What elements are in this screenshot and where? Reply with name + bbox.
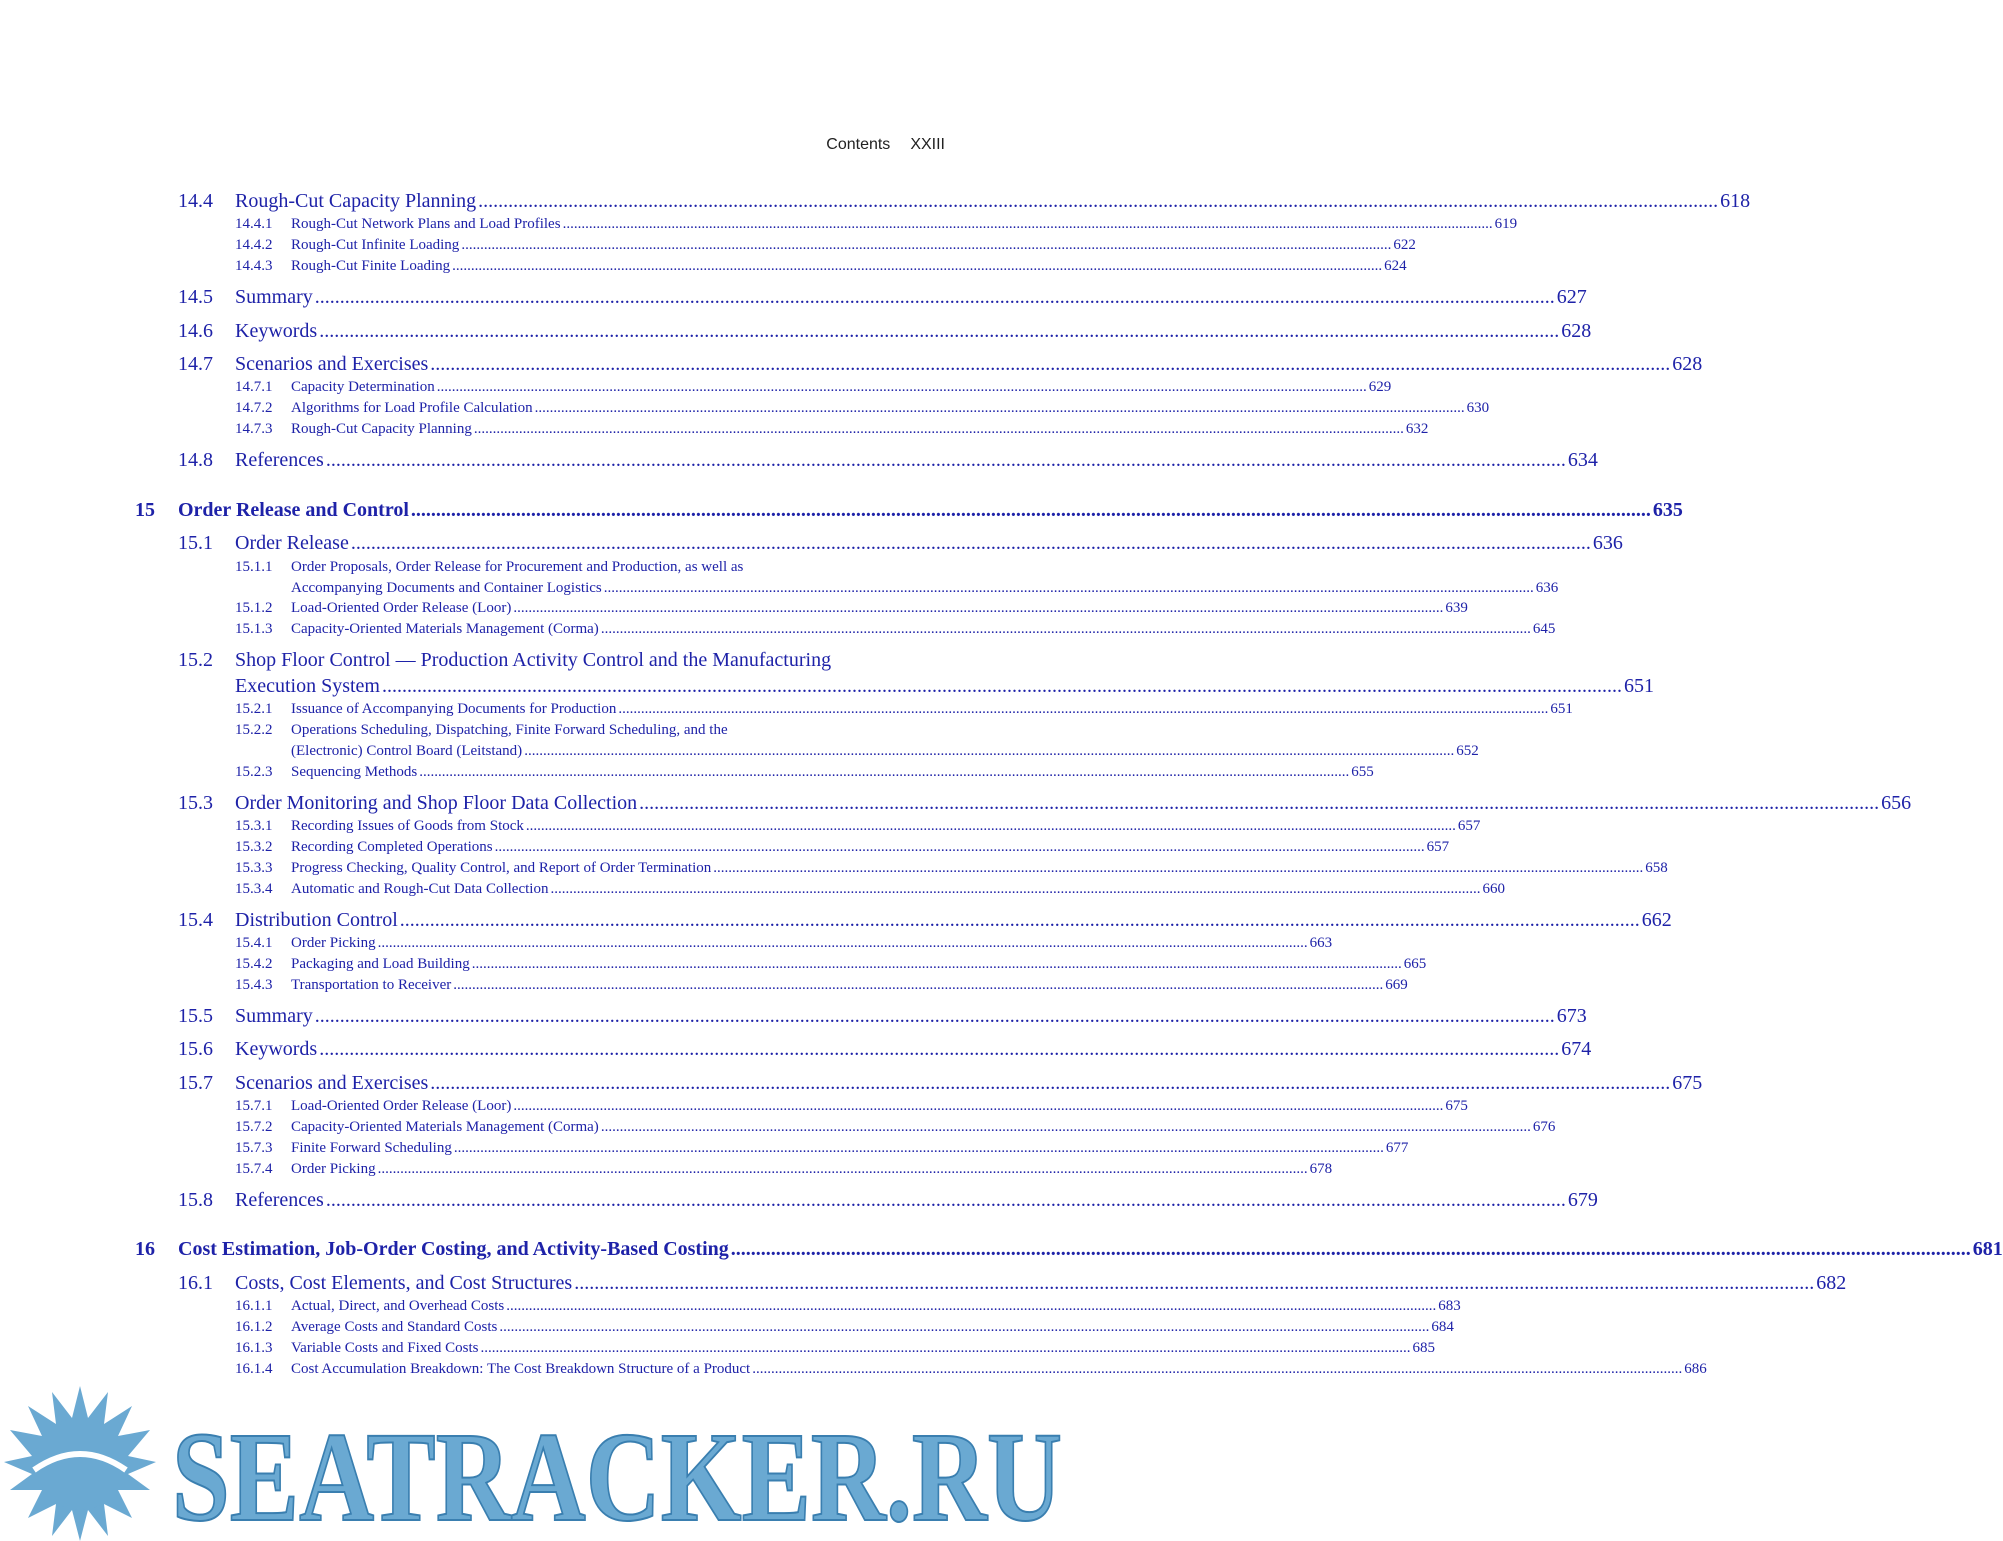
- toc-entry[interactable]: [291, 1319, 1454, 1336]
- toc-entry[interactable]: [291, 977, 1408, 994]
- toc-entry-number: 15.1: [178, 532, 213, 554]
- toc-entry-number: 16.1.4: [235, 1361, 273, 1377]
- toc-entry-number: 15.7.4: [235, 1161, 273, 1177]
- toc-entry-title[interactable]: Average Costs and Standard Costs: [291, 1319, 498, 1335]
- toc-entry-number: 15.7.3: [235, 1140, 273, 1156]
- toc-entry-number: 15.2.3: [235, 764, 273, 780]
- toc-entry[interactable]: [235, 190, 1751, 213]
- toc-entry-title[interactable]: Keywords: [235, 1038, 318, 1060]
- dot-leader: [452, 258, 1382, 275]
- toc-entry-page[interactable]: 675: [1672, 1072, 1703, 1094]
- sun-logo-icon: [4, 1386, 156, 1541]
- toc-entry-page[interactable]: 651: [1550, 701, 1573, 717]
- toc-entry-page[interactable]: 629: [1368, 379, 1392, 395]
- toc-entry-number: 15.8: [178, 1189, 213, 1211]
- toc-entry-page[interactable]: 651: [1623, 675, 1654, 697]
- toc-entry-page[interactable]: 627: [1556, 286, 1587, 308]
- toc-entry-title[interactable]: Recording Issues of Goods from Stock: [291, 818, 524, 834]
- toc-entry-title[interactable]: Issuance of Accompanying Documents for Production: [291, 701, 617, 717]
- dot-leader: [618, 701, 1548, 718]
- toc-entry-page[interactable]: 622: [1393, 237, 1416, 253]
- toc-entry-page[interactable]: 677: [1385, 1140, 1409, 1156]
- dot-leader: [731, 1238, 1971, 1261]
- running-header: [826, 136, 945, 154]
- toc-entry-number: 15.2.1: [235, 701, 273, 717]
- toc-entry[interactable]: [235, 286, 1587, 309]
- toc-entry-title[interactable]: Recording Completed Operations: [291, 839, 493, 855]
- toc-entry-number: 15.4.1: [235, 935, 273, 951]
- dot-leader: [481, 1340, 1411, 1357]
- toc-entry-title[interactable]: (Electronic) Control Board (Leitstand): [291, 743, 523, 759]
- toc-entry-title[interactable]: Automatic and Rough-Cut Data Collection: [291, 881, 549, 897]
- toc-entry[interactable]: [291, 237, 1416, 254]
- dot-leader: [550, 881, 1480, 898]
- toc-entry-title[interactable]: Order Picking: [291, 935, 376, 951]
- toc-entry-number: 14.4: [178, 190, 213, 212]
- toc-entry[interactable]: [291, 935, 1333, 952]
- toc-entry-number: 15.3: [178, 792, 213, 814]
- dot-leader: [713, 860, 1643, 877]
- toc-entry-page[interactable]: 686: [1684, 1361, 1707, 1377]
- watermark: [0, 1378, 1080, 1541]
- toc-entry-page[interactable]: 657: [1457, 818, 1481, 834]
- toc-entry-title[interactable]: Transportation to Receiver: [291, 977, 452, 993]
- toc-entry-number: 15.4: [178, 909, 213, 931]
- toc-entry-title[interactable]: References: [235, 449, 324, 471]
- toc-entry-title[interactable]: References: [235, 1189, 324, 1211]
- dot-leader: [526, 818, 1456, 835]
- toc-entry-number: 15.1.3: [235, 621, 273, 637]
- dot-leader: [326, 449, 1566, 472]
- toc-entry-page[interactable]: 676: [1532, 1119, 1556, 1135]
- toc-entry[interactable]: [235, 320, 1592, 343]
- toc-entry-title[interactable]: Sequencing Methods: [291, 764, 418, 780]
- toc-entry-title[interactable]: Order Release and Control: [178, 499, 409, 521]
- toc-entry-title[interactable]: Costs, Cost Elements, and Cost Structures: [235, 1272, 573, 1294]
- toc-entry[interactable]: [291, 216, 1518, 233]
- toc-entry-title[interactable]: Load-Oriented Order Release (Loor): [291, 1098, 512, 1114]
- toc-entry-page[interactable]: 639: [1445, 600, 1468, 616]
- toc-entry-page[interactable]: 660: [1482, 881, 1505, 897]
- toc-entry-number: 15.3.2: [235, 839, 273, 855]
- toc-entry-title[interactable]: Progress Checking, Quality Control, and Report of Order Termination: [291, 860, 712, 876]
- dot-leader: [319, 320, 1559, 343]
- toc-entry-title[interactable]: Keywords: [235, 320, 318, 342]
- toc-entry[interactable]: [291, 1298, 1461, 1315]
- dot-leader: [574, 1272, 1814, 1295]
- toc-entry-number: 16.1.2: [235, 1319, 273, 1335]
- toc-entry-title[interactable]: Rough-Cut Network Plans and Load Profiles: [291, 216, 561, 232]
- toc-entry-number: 14.7.2: [235, 400, 273, 416]
- toc-entry-number: 15.1.2: [235, 600, 273, 616]
- toc-entry-page[interactable]: 658: [1645, 860, 1668, 876]
- toc-entry-page[interactable]: 685: [1412, 1340, 1435, 1356]
- toc-entry-title[interactable]: Order Picking: [291, 1161, 376, 1177]
- toc-entry-page[interactable]: 630: [1466, 400, 1490, 416]
- toc-entry[interactable]: [291, 743, 1479, 760]
- dot-leader: [474, 421, 1404, 438]
- toc-entry-number: 15.6: [178, 1038, 213, 1060]
- toc-entry-title[interactable]: Capacity-Oriented Materials Management (Corma): [291, 1119, 599, 1135]
- toc-entry[interactable]: [291, 621, 1556, 638]
- toc-entry-page[interactable]: 624: [1384, 258, 1407, 274]
- toc-entry-number: 14.4.2: [235, 237, 273, 253]
- toc-entry-number: 15.5: [178, 1005, 213, 1027]
- page-number: XXIII: [910, 136, 945, 153]
- toc-entry-page[interactable]: 657: [1426, 839, 1450, 855]
- toc-entry[interactable]: [291, 400, 1490, 417]
- toc-entry[interactable]: [235, 449, 1598, 472]
- toc-entry-title[interactable]: Summary: [235, 1005, 313, 1027]
- toc-entry-page[interactable]: 682: [1816, 1272, 1847, 1294]
- toc-entry-title[interactable]: Finite Forward Scheduling: [291, 1140, 452, 1156]
- toc-entry[interactable]: [291, 860, 1668, 877]
- toc-entry-title[interactable]: Capacity-Oriented Materials Management (Corma): [291, 621, 599, 637]
- toc-entry[interactable]: [291, 421, 1429, 438]
- toc-entry-number: 15.3.1: [235, 818, 273, 834]
- toc-entry-title[interactable]: Cost Accumulation Breakdown: The Cost Breakdown Structure of a Product: [291, 1361, 751, 1377]
- toc-entry-number: 14.4.3: [235, 258, 273, 274]
- dot-leader: [513, 600, 1443, 617]
- toc-entry-page[interactable]: 652: [1456, 743, 1479, 759]
- dot-leader: [563, 216, 1493, 233]
- toc-entry-page[interactable]: 628: [1561, 320, 1592, 342]
- toc-entry-page[interactable]: 663: [1309, 935, 1333, 951]
- toc-entry[interactable]: [235, 1038, 1592, 1061]
- toc-entry-number: 14.7.3: [235, 421, 273, 437]
- toc-entry-title[interactable]: Load-Oriented Order Release (Loor): [291, 600, 512, 616]
- dot-leader: [535, 400, 1465, 417]
- dot-leader: [378, 1161, 1308, 1178]
- toc-entry-number: 15.7: [178, 1072, 213, 1094]
- dot-leader: [453, 977, 1383, 994]
- toc-entry[interactable]: [291, 1161, 1333, 1178]
- toc-entry-title[interactable]: Scenarios and Exercises: [235, 1072, 429, 1094]
- toc-entry-page[interactable]: 684: [1431, 1319, 1454, 1335]
- dot-leader: [430, 1072, 1670, 1095]
- toc-entry-number: 15.1.1: [235, 559, 273, 575]
- toc-entry-page[interactable]: 674: [1561, 1038, 1592, 1060]
- dot-leader: [499, 1319, 1429, 1336]
- toc-entry-number: 15.3.3: [235, 860, 273, 876]
- dot-leader: [319, 1038, 1559, 1061]
- toc-entry-title[interactable]: Algorithms for Load Profile Calculation: [291, 400, 533, 416]
- toc-entry[interactable]: [235, 1072, 1703, 1095]
- toc-entry[interactable]: [291, 701, 1573, 718]
- dot-leader: [437, 379, 1367, 396]
- toc-entry-title[interactable]: Shop Floor Control — Production Activity Control and the Manufacturing: [235, 649, 832, 671]
- toc-entry-page[interactable]: 665: [1403, 956, 1427, 972]
- toc-entry-page[interactable]: 662: [1641, 909, 1672, 931]
- toc-entry-number: 15.3.4: [235, 881, 273, 897]
- toc-entry-title[interactable]: Rough-Cut Infinite Loading: [291, 237, 460, 253]
- toc-entry[interactable]: [291, 379, 1392, 396]
- toc-entry-page[interactable]: 635: [1652, 499, 1683, 521]
- toc-entry-page[interactable]: 618: [1720, 190, 1751, 212]
- toc-entry-page[interactable]: 655: [1351, 764, 1374, 780]
- toc-entry-number: 15.4.2: [235, 956, 273, 972]
- toc-entry-number: 14.6: [178, 320, 213, 342]
- toc-entry-number: 14.4.1: [235, 216, 273, 232]
- toc-entry[interactable]: [235, 353, 1703, 376]
- running-header-label: Contents: [826, 136, 891, 153]
- toc-entry-page[interactable]: 679: [1567, 1189, 1598, 1211]
- dot-leader: [411, 499, 1651, 522]
- toc-entry-title[interactable]: Rough-Cut Finite Loading: [291, 258, 451, 274]
- toc-entry[interactable]: [235, 792, 1912, 815]
- toc-entry-title[interactable]: Rough-Cut Capacity Planning: [291, 421, 472, 437]
- toc-entry[interactable]: [178, 1238, 2003, 1261]
- dot-leader: [454, 1140, 1384, 1157]
- toc-entry-number: 15: [135, 499, 155, 521]
- toc-entry-page[interactable]: 619: [1494, 216, 1518, 232]
- toc-entry[interactable]: [235, 1272, 1847, 1295]
- toc-entry-page[interactable]: 645: [1532, 621, 1556, 637]
- dot-leader: [604, 580, 1534, 597]
- toc-entry[interactable]: [291, 1340, 1435, 1357]
- toc-entry-number: 14.7: [178, 353, 213, 375]
- dot-leader: [430, 353, 1670, 376]
- toc-entry[interactable]: [291, 1119, 1556, 1136]
- dot-leader: [495, 839, 1425, 856]
- toc-entry-number: 16.1.1: [235, 1298, 273, 1314]
- toc-entry-title[interactable]: Summary: [235, 286, 313, 308]
- toc-entry-page[interactable]: 628: [1672, 353, 1703, 375]
- toc-entry-title[interactable]: Execution System: [235, 675, 380, 697]
- dot-leader: [601, 621, 1531, 638]
- toc-entry[interactable]: [178, 499, 1683, 522]
- toc-entry-title[interactable]: Capacity Determination: [291, 379, 435, 395]
- dot-leader: [419, 764, 1349, 781]
- dot-leader: [513, 1098, 1443, 1115]
- dot-leader: [524, 743, 1454, 760]
- toc-entry-title[interactable]: Cost Estimation, Job-Order Costing, and Activity-Based Costing: [178, 1238, 729, 1260]
- watermark-text: SEATRACKER.RU: [172, 1406, 1062, 1541]
- dot-leader: [752, 1361, 1682, 1378]
- toc-entry-title[interactable]: Scenarios and Exercises: [235, 353, 429, 375]
- toc-entry-number: 14.8: [178, 449, 213, 471]
- toc-entry[interactable]: [291, 580, 1559, 597]
- dot-leader: [461, 237, 1391, 254]
- toc-entry[interactable]: [291, 1140, 1409, 1157]
- toc-entry[interactable]: [291, 956, 1427, 973]
- toc-entry-title[interactable]: Packaging and Load Building: [291, 956, 470, 972]
- toc-entry[interactable]: [291, 881, 1505, 898]
- toc-entry-page[interactable]: 681: [1972, 1238, 2003, 1260]
- dot-leader: [478, 190, 1718, 213]
- toc-entry[interactable]: [291, 258, 1407, 275]
- toc-entry-page[interactable]: 636: [1592, 532, 1623, 554]
- toc-entry-number: 14.5: [178, 286, 213, 308]
- toc-entry-number: 16.1: [178, 1272, 213, 1294]
- toc-entry-page[interactable]: 636: [1535, 580, 1559, 596]
- toc-entry-number: 15.7.1: [235, 1098, 273, 1114]
- dot-leader: [400, 909, 1640, 932]
- toc-entry[interactable]: [291, 839, 1450, 856]
- toc-entry-title[interactable]: Operations Scheduling, Dispatching, Finite Forward Scheduling, and the: [291, 722, 728, 738]
- dot-leader: [601, 1119, 1531, 1136]
- toc-entry[interactable]: [235, 675, 1654, 698]
- toc-entry[interactable]: [235, 1189, 1598, 1212]
- dot-leader: [351, 532, 1591, 555]
- toc-entry-title[interactable]: Accompanying Documents and Container Logistics: [291, 580, 602, 596]
- toc-entry-number: 15.2: [178, 649, 213, 671]
- dot-leader: [639, 792, 1879, 815]
- toc-entry-page[interactable]: 678: [1309, 1161, 1333, 1177]
- toc-entry-number: 15.4.3: [235, 977, 273, 993]
- toc-entry-page[interactable]: 634: [1567, 449, 1598, 471]
- toc-entry-page[interactable]: 673: [1556, 1005, 1587, 1027]
- toc-entry[interactable]: [291, 764, 1374, 781]
- dot-leader: [326, 1189, 1566, 1212]
- toc-entry-page[interactable]: 683: [1438, 1298, 1461, 1314]
- dot-leader: [472, 956, 1402, 973]
- toc-entry-page[interactable]: 675: [1445, 1098, 1468, 1114]
- toc-entry-number: 14.7.1: [235, 379, 273, 395]
- toc-entry[interactable]: [291, 818, 1481, 835]
- dot-leader: [315, 286, 1555, 309]
- toc-entry-title[interactable]: Order Proposals, Order Release for Procurement and Production, as well as: [291, 559, 744, 575]
- toc-entry-number: 15.2.2: [235, 722, 273, 738]
- toc-entry[interactable]: [235, 532, 1623, 555]
- toc-entry[interactable]: [291, 1098, 1468, 1115]
- toc-entry[interactable]: [291, 600, 1468, 617]
- toc-entry-title[interactable]: Rough-Cut Capacity Planning: [235, 190, 477, 212]
- toc-entry[interactable]: [235, 909, 1672, 932]
- toc-entry-page[interactable]: 656: [1881, 792, 1912, 814]
- dot-leader: [315, 1005, 1555, 1028]
- toc-entry-page[interactable]: 632: [1405, 421, 1429, 437]
- toc-entry-title[interactable]: Distribution Control: [235, 909, 398, 931]
- toc-entry-number: 16: [135, 1238, 155, 1260]
- dot-leader: [378, 935, 1308, 952]
- toc-entry[interactable]: [291, 1361, 1707, 1378]
- toc-entry-title[interactable]: Variable Costs and Fixed Costs: [291, 1340, 479, 1356]
- toc-entry-number: 15.7.2: [235, 1119, 273, 1135]
- dot-leader: [506, 1298, 1436, 1315]
- toc-entry-title[interactable]: Actual, Direct, and Overhead Costs: [291, 1298, 505, 1314]
- dot-leader: [382, 675, 1622, 698]
- toc-entry-title[interactable]: Order Release: [235, 532, 349, 554]
- toc-entry-number: 16.1.3: [235, 1340, 273, 1356]
- toc-entry-page[interactable]: 669: [1385, 977, 1408, 993]
- toc-entry-title[interactable]: Order Monitoring and Shop Floor Data Collection: [235, 792, 638, 814]
- toc-entry[interactable]: [235, 1005, 1587, 1028]
